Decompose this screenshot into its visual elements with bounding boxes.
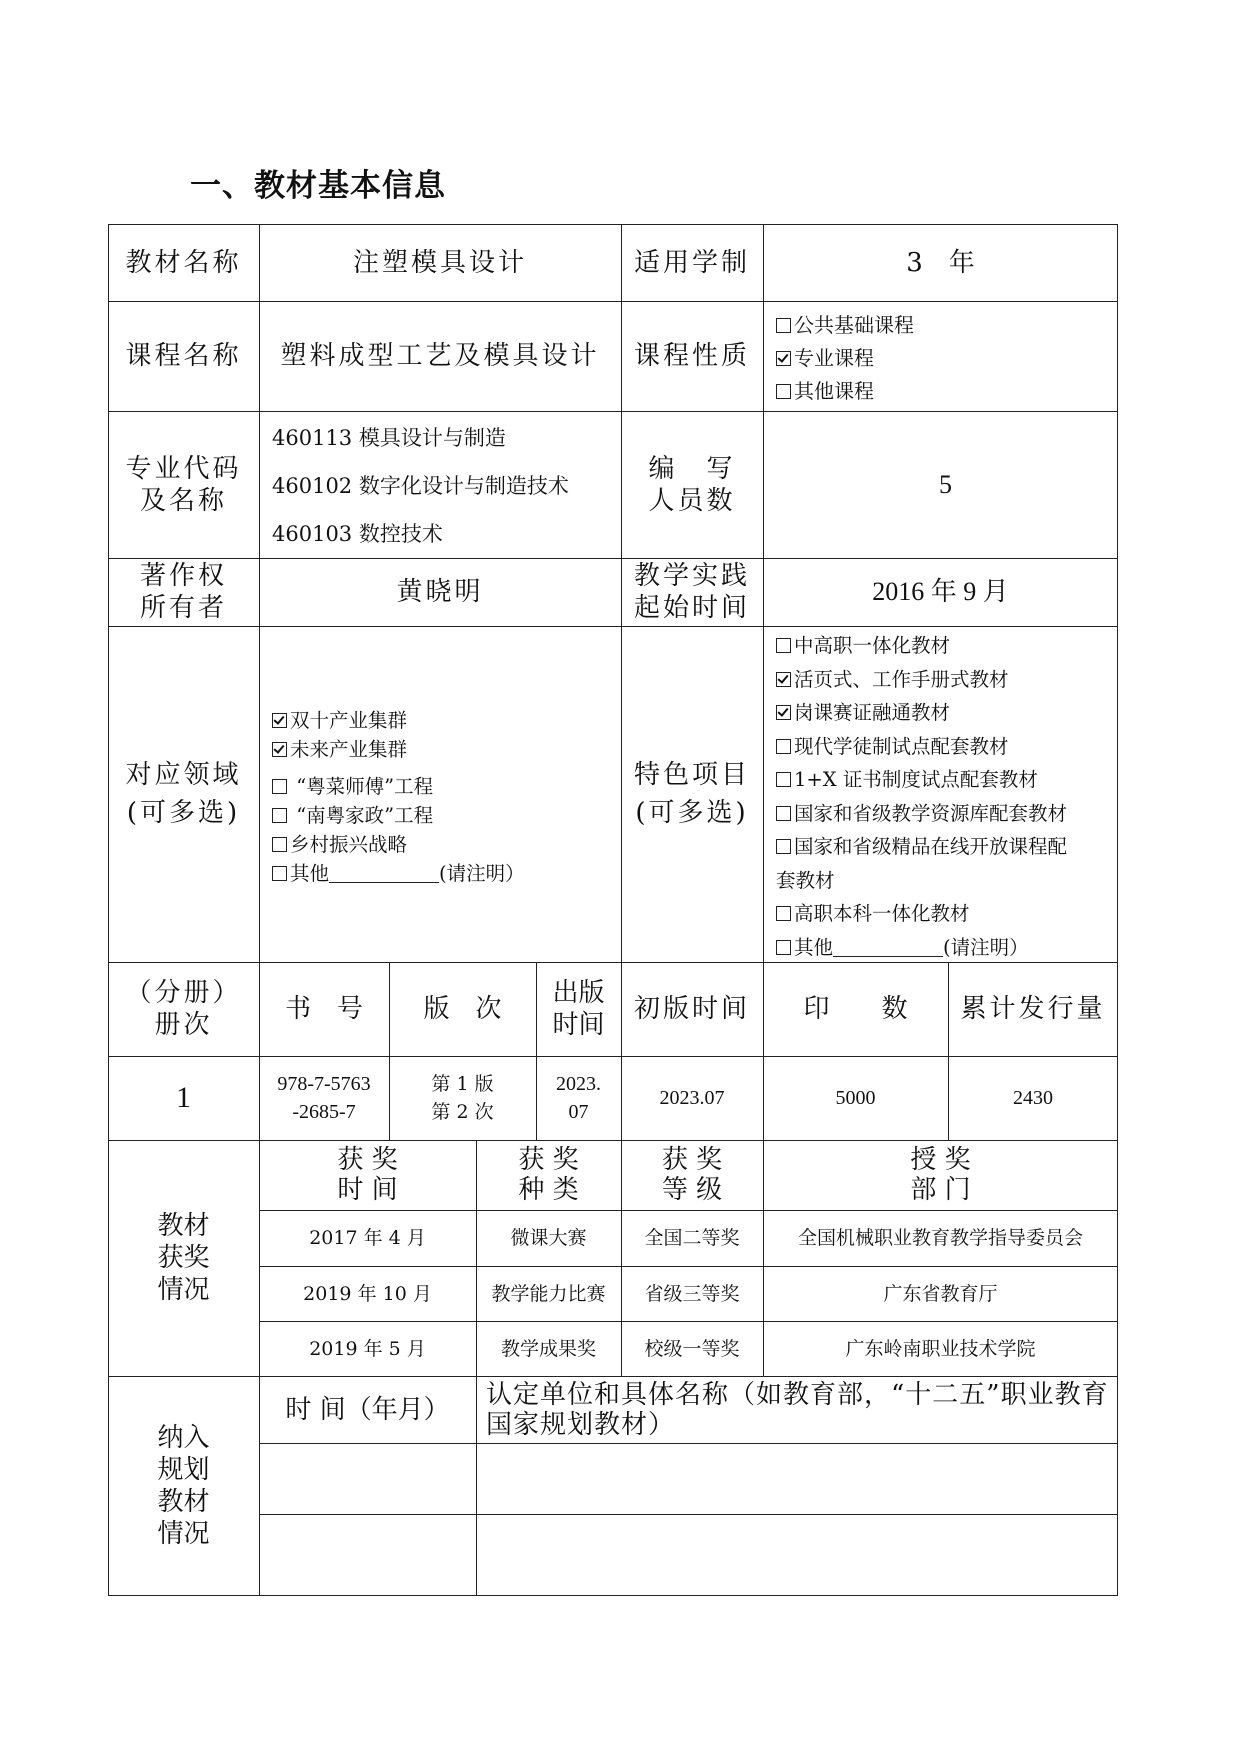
checkbox-icon (776, 906, 791, 921)
checkbox-option[interactable]: 高职本科一体化教材 (776, 897, 1112, 931)
label-applicable-system: 适用学制 (633, 247, 750, 278)
checkbox-option[interactable]: 其他 (请注明） (776, 931, 1112, 965)
major-item: 460103 数控技术 (272, 522, 443, 546)
checkbox-icon (776, 940, 791, 955)
value-practice-start: 2016 年 9 月 (872, 577, 1009, 606)
checkbox-icon (776, 739, 791, 754)
checkbox-option[interactable]: 乡村振兴战略 (272, 830, 525, 859)
label-feature: 特色项目 (可多选) (633, 760, 750, 828)
checkbox-option[interactable]: 国家和省级精品在线开放课程配 (776, 830, 1112, 864)
value-course-name: 塑料成型工艺及模具设计 (280, 341, 600, 371)
checkbox-option[interactable]: 其他课程 (776, 375, 914, 408)
checkbox-option[interactable]: 岗课赛证融通教材 (776, 696, 1112, 730)
checkbox-option[interactable]: 活页式、工作手册式教材 (776, 663, 1112, 697)
checkbox-icon (272, 779, 287, 794)
label-isbn: 书 号 (284, 994, 363, 1024)
award-level: 校级一等奖 (644, 1337, 740, 1360)
checkbox-icon (776, 839, 791, 854)
checkbox-option[interactable]: 中高职一体化教材 (776, 629, 1112, 663)
checkbox-icon (776, 772, 791, 787)
label-first-edition: 初版时间 (633, 994, 750, 1024)
label-practice-start: 教学实践 起始时间 (633, 561, 750, 623)
plan-time-cell[interactable] (259, 1443, 476, 1514)
label-pub-time: 出版 时间 (552, 978, 605, 1040)
award-dept: 广东岭南职业技术学院 (845, 1337, 1036, 1360)
checkbox-option[interactable]: 其他 (请注明） (272, 859, 525, 888)
checkbox-icon (272, 866, 287, 881)
textbook-info-table (108, 224, 1118, 1596)
value-textbook-name: 注塑模具设计 (352, 247, 527, 278)
checkbox-icon (272, 837, 287, 852)
label-field: 对应领域 (可多选) (125, 760, 242, 828)
checkbox-option[interactable]: 双十产业集群 (272, 706, 525, 735)
checkbox-option[interactable]: 1+X 证书制度试点配套教材 (776, 763, 1112, 797)
header-award-type: 获 奖 种 类 (518, 1145, 579, 1205)
feature-options (776, 629, 1112, 964)
checkbox-checked-icon (776, 705, 791, 720)
value-applicable-system: 3 年 (906, 247, 975, 278)
label-volume: （分册） 册次 (125, 978, 242, 1040)
checkbox-checked-icon (776, 672, 791, 687)
checkbox-checked-icon (776, 351, 791, 366)
award-type: 教学能力比赛 (491, 1282, 606, 1305)
checkbox-checked-icon (272, 713, 287, 728)
field-options (272, 706, 525, 888)
checkbox-option[interactable]: 未来产业集群 (272, 735, 525, 764)
checkbox-icon (776, 384, 791, 399)
award-level: 省级三等奖 (644, 1282, 740, 1305)
checkbox-option[interactable]: “南粤家政”工程 (272, 801, 525, 830)
value-volume: 1 (176, 1081, 191, 1114)
award-type: 微课大赛 (510, 1227, 587, 1249)
checkbox-option-continuation: 套教材 (776, 868, 835, 892)
value-pub-time: 2023. 07 (556, 1073, 601, 1123)
section-title: 一、教材基本信息 (190, 168, 446, 204)
label-course-name: 课程名称 (125, 341, 242, 371)
checkbox-option[interactable]: “粤菜师傅”工程 (272, 772, 525, 801)
value-copyright-owner: 黄晓明 (396, 577, 484, 607)
header-award-level: 获 奖 等 级 (661, 1145, 723, 1205)
award-level: 全国二等奖 (644, 1227, 740, 1249)
fill-in-blank[interactable] (833, 938, 943, 957)
plan-unit-cell[interactable] (476, 1514, 1118, 1596)
value-cumulative: 2430 (1013, 1087, 1053, 1109)
checkbox-icon (776, 318, 791, 333)
value-edition: 第 1 版 第 2 次 (431, 1073, 494, 1123)
award-time: 2019 年 5 月 (309, 1337, 426, 1360)
award-dept: 全国机械职业教育教学指导委员会 (797, 1227, 1083, 1249)
plan-time-cell[interactable] (259, 1514, 476, 1596)
label-edition: 版 次 (423, 994, 502, 1024)
major-list (272, 414, 569, 558)
checkbox-option[interactable]: 现代学徒制试点配套教材 (776, 730, 1112, 764)
label-awards: 教材 获奖 情况 (157, 1211, 210, 1305)
label-writers: 编 写 人员数 (648, 453, 736, 516)
award-time: 2017 年 4 月 (309, 1227, 426, 1249)
value-writers: 5 (939, 469, 952, 499)
value-isbn: 978-7-5763 -2685-7 (277, 1073, 371, 1123)
checkbox-icon (776, 806, 791, 821)
label-major-code: 专业代码 及名称 (125, 453, 242, 516)
award-dept: 广东省教育厅 (883, 1282, 998, 1305)
checkbox-option[interactable]: 国家和省级教学资源库配套教材 (776, 797, 1112, 831)
value-print-count: 5000 (835, 1087, 876, 1109)
checkbox-checked-icon (272, 742, 287, 757)
label-print-count: 印 数 (803, 994, 908, 1024)
award-type: 教学成果奖 (500, 1337, 596, 1360)
plan-unit-cell[interactable] (476, 1443, 1118, 1514)
label-textbook-name: 教材名称 (125, 247, 242, 278)
label-copyright-owner: 著作权 所有者 (139, 561, 227, 623)
header-plan-time: 时 间（年月） (285, 1394, 450, 1425)
checkbox-icon (272, 808, 287, 823)
major-item: 460113 模具设计与制造 (272, 426, 506, 450)
label-course-nature: 课程性质 (633, 341, 750, 371)
fill-in-blank[interactable] (329, 864, 439, 883)
label-cumulative: 累计发行量 (960, 994, 1106, 1024)
checkbox-option[interactable]: 公共基础课程 (776, 309, 914, 342)
header-award-dept: 授 奖 部 门 (910, 1145, 971, 1205)
award-time: 2019 年 10 月 (303, 1282, 432, 1305)
label-planned-textbook: 纳入 规划 教材 情况 (157, 1423, 210, 1549)
header-plan-unit: 认定单位和具体名称（如教育部，“十二五”职业教育国家规划教材） (486, 1379, 1109, 1440)
course-nature-options (776, 309, 914, 408)
checkbox-option[interactable]: 专业课程 (776, 342, 914, 375)
header-award-time: 获 奖 时 间 (337, 1145, 398, 1205)
checkbox-icon (776, 638, 791, 653)
value-first-edition: 2023.07 (659, 1087, 725, 1109)
major-item: 460102 数字化设计与制造技术 (272, 474, 569, 498)
